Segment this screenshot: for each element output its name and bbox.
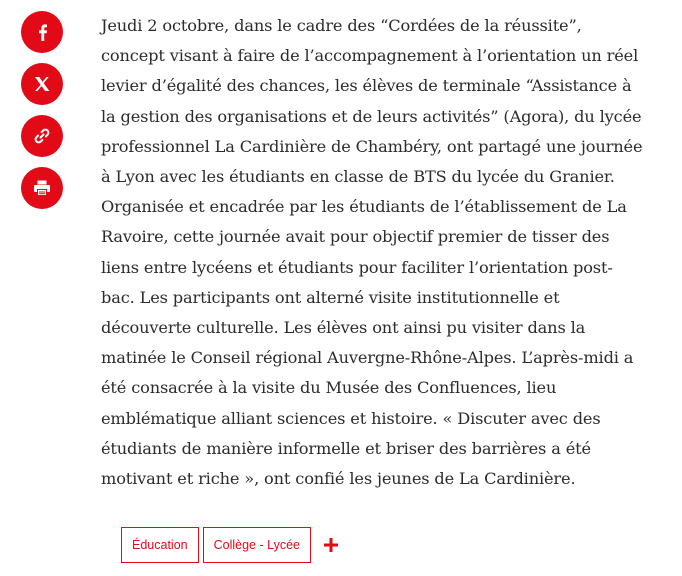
facebook-icon: [35, 23, 49, 41]
copy-link-button[interactable]: [21, 115, 63, 157]
tag-education[interactable]: Éducation: [121, 527, 199, 563]
print-button[interactable]: [21, 167, 63, 209]
facebook-share-button[interactable]: [21, 11, 63, 53]
link-icon: [33, 127, 51, 145]
plus-icon: [324, 538, 338, 552]
tag-list: [121, 527, 342, 563]
article-paragraph: Jeudi 2 octobre, dans le cadre des “Cordées de la réussite”, concept visant à faire de l’accompagnement à l’orientation un réel levier d’égalité des chances, les élèves de terminale “Assistance à la gestion des organisations et de leurs activités” (Agora), du lycée professionnel La Cardinière de Chambéry, ont partagé une journée à Lyon avec les étudiants en classe de BTS du lycée du Granier. Organisée et encadrée par les étudiants de l’établissement de La Ravoire, cette journée avait pour objectif premier de tisser des liens entre lycéens et étudiants pour faciliter l’orientation post-bac. Les participants ont alterné visite institutionnelle et découverte culturelle. Les élèves ont ainsi pu visiter dans la matinée le Conseil régional Auvergne-Rhône-Alpes. L’après-midi a été consacrée à la visite du Musée des Confluences, lieu emblématique alliant sciences et histoire. « Discuter avec des étudiants de manière informelle et briser des barrières a été motivant et riche », ont confié les jeunes de La Cardinière.: [101, 16, 643, 489]
share-bar: [21, 11, 63, 219]
x-share-button[interactable]: [21, 63, 63, 105]
more-tags-button[interactable]: [320, 527, 342, 563]
x-icon: [34, 76, 50, 92]
article-body: [101, 11, 646, 494]
print-icon: [33, 180, 51, 196]
tag-college-lycee[interactable]: Collège - Lycée: [203, 527, 311, 563]
